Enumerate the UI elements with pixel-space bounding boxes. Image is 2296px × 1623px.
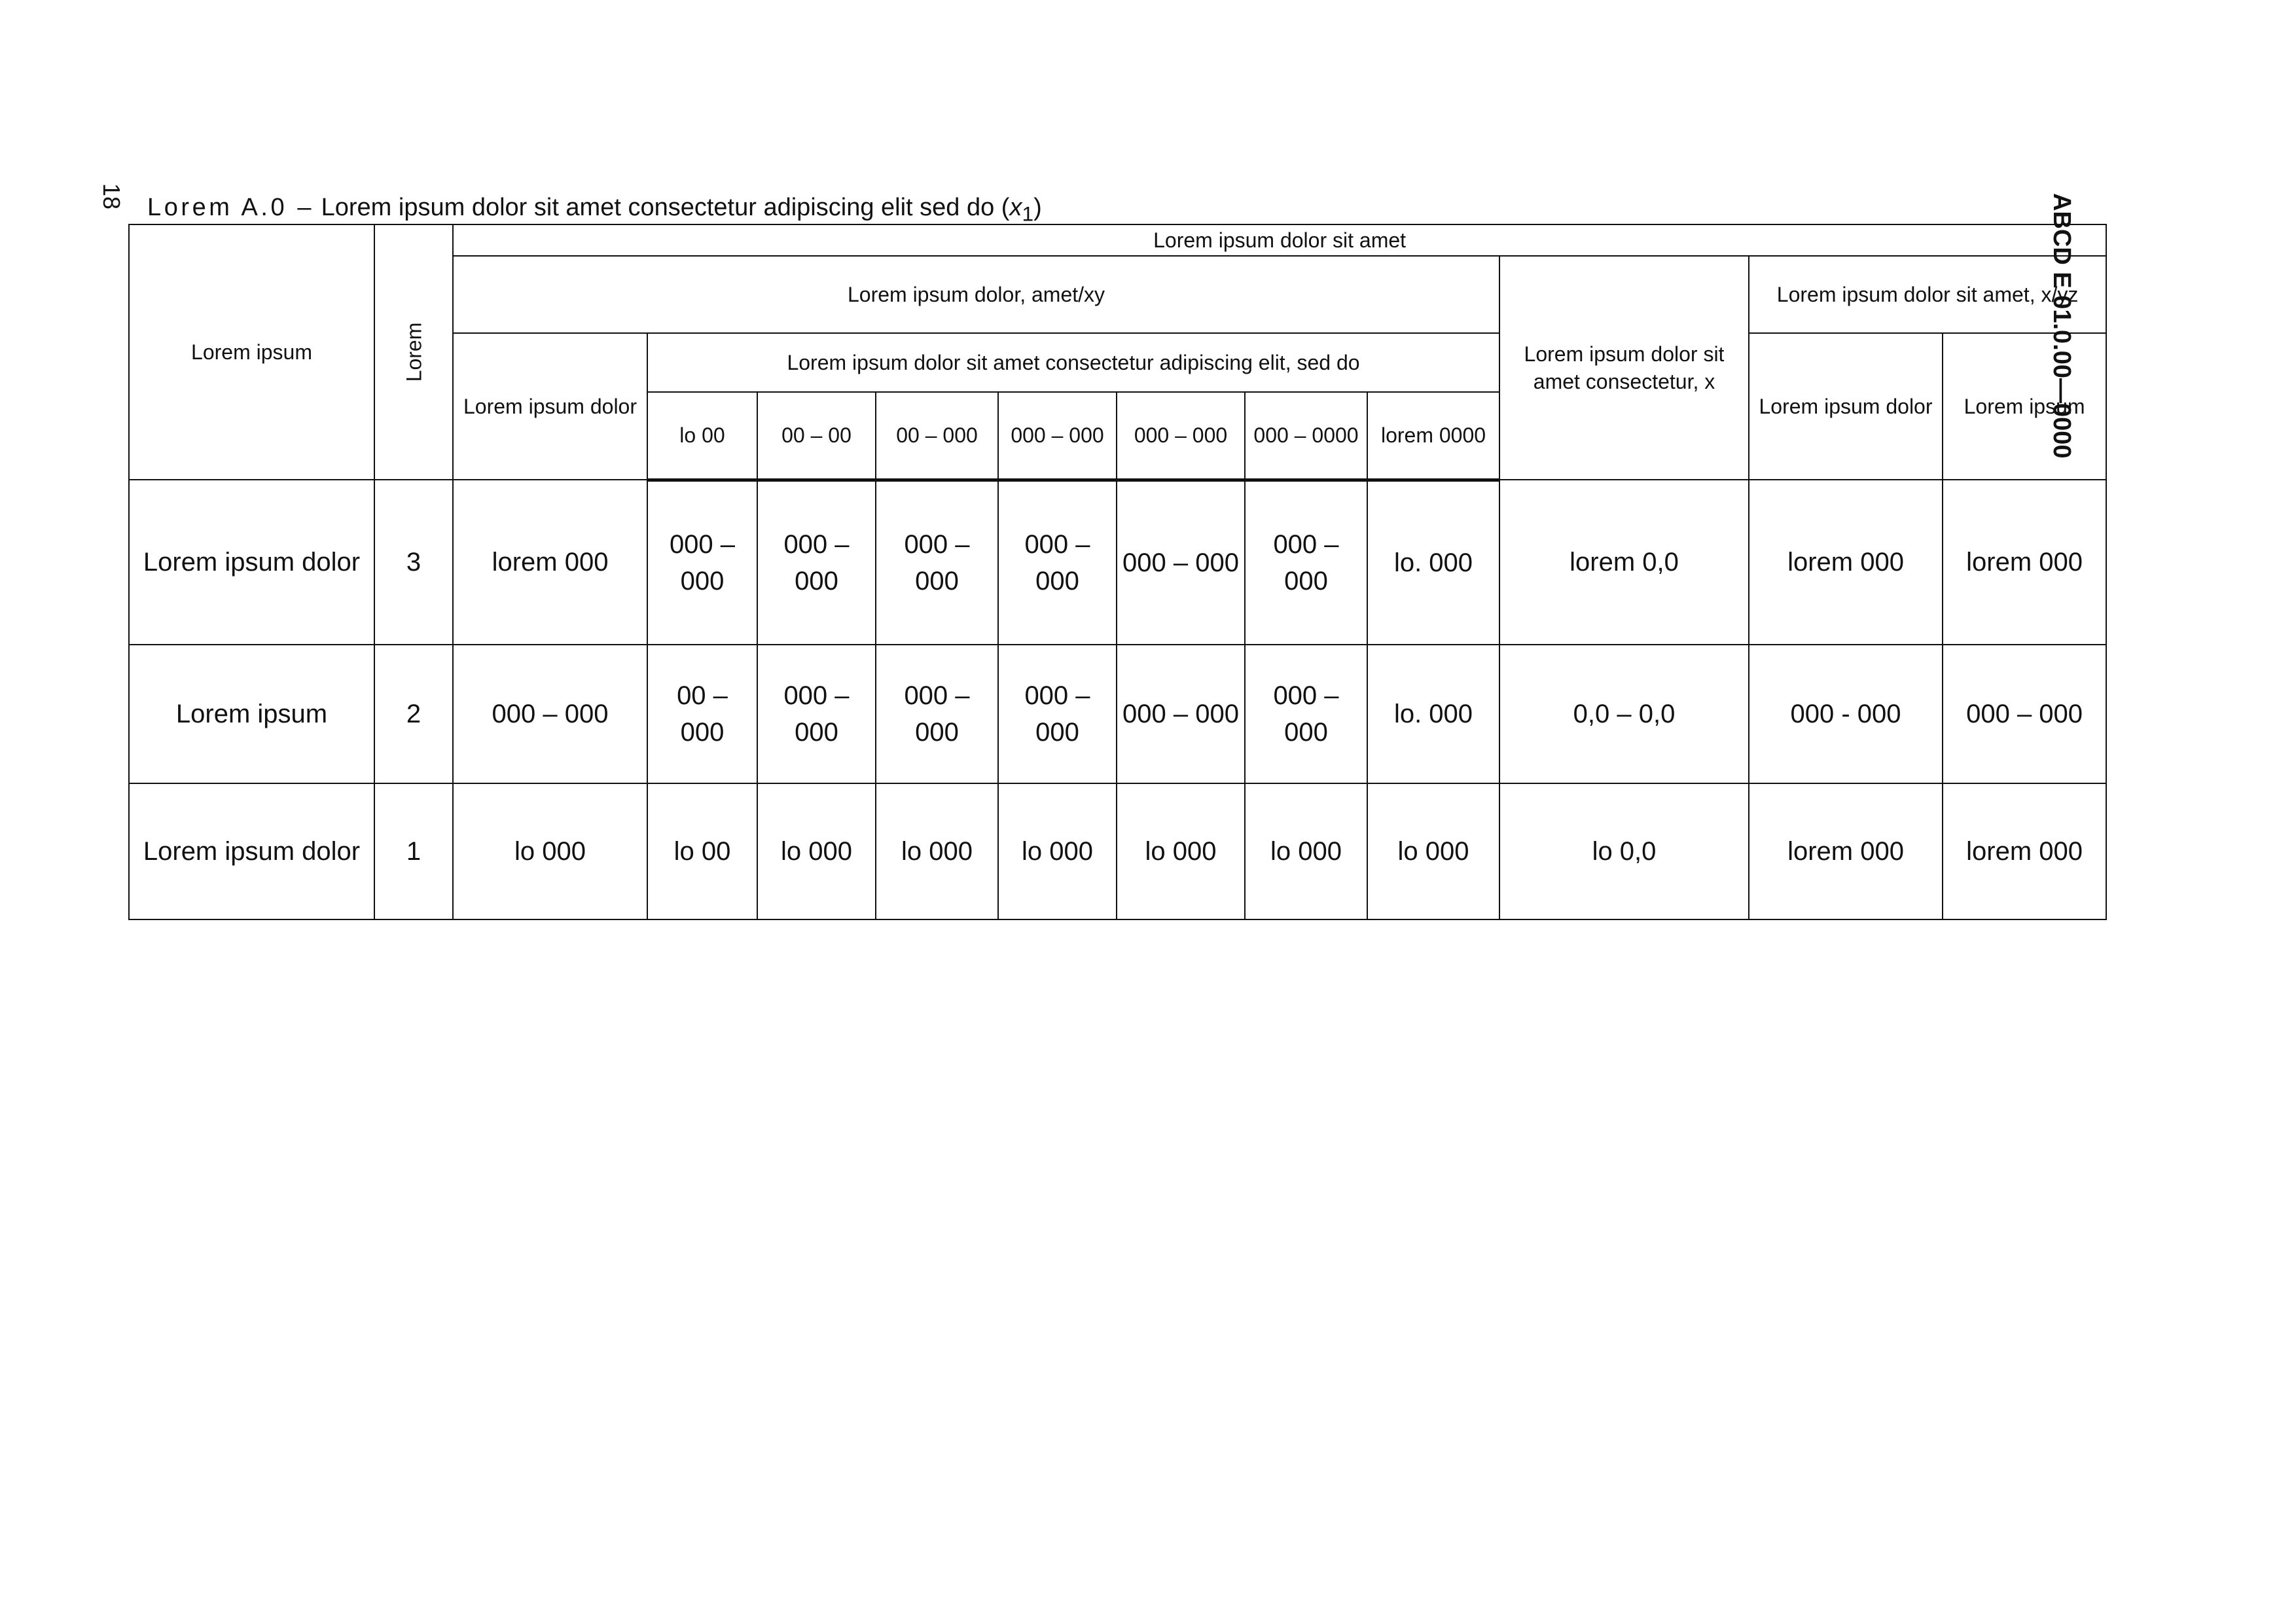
header-density: Lorem ipsum dolor, amet/xy [453,256,1499,333]
row-pop: 000 – 000 [647,480,757,645]
header-row [129,224,2106,256]
header-pop-group: lo 00 [647,392,757,480]
header-net-micro: Lorem ipsum dolor [1749,333,1943,480]
row-pop: 000 – 000 [1117,645,1245,783]
row-net-district: lorem 000 [1943,783,2106,919]
row-pop: 000 – 000 [876,480,998,645]
row-net-micro: lorem 000 [1749,783,1943,919]
caption-symbol: x [1009,194,1022,221]
caption-label: Lorem A.0 – [147,194,315,221]
row-value: 3 [374,480,453,645]
table-caption [147,191,2045,224]
row-net-district: 000 – 000 [1943,645,2106,783]
row-pop: lo 000 [1367,783,1499,919]
header-pop-group: 00 – 000 [876,392,998,480]
row-depth: 0,0 – 0,0 [1499,645,1749,783]
row-pop: lo 000 [998,783,1117,919]
row-pop: lo 000 [1245,783,1367,919]
header-micro: Lorem ipsum dolor [453,333,647,480]
row-micro: 000 – 000 [453,645,647,783]
row-pop: 000 – 000 [998,645,1117,783]
row-micro: lo 000 [453,783,647,919]
row-degree: Lorem ipsum [129,645,374,783]
vulnerability-table [128,224,2107,920]
header-pop-group: lorem 0000 [1367,392,1499,480]
table-row [129,645,2106,783]
row-value: 2 [374,645,453,783]
row-net-district: lorem 000 [1943,480,2106,645]
header-pop-group: 000 – 0000 [1245,392,1367,480]
header-value-text: Lorem [401,322,425,382]
row-degree: Lorem ipsum dolor [129,480,374,645]
row-pop: 00 – 000 [647,645,757,783]
row-pop: lo. 000 [1367,645,1499,783]
header-depth: Lorem ipsum dolor sit amet consectetur, x [1499,256,1749,480]
header-pop-group: 000 – 000 [998,392,1117,480]
row-pop: 000 – 000 [876,645,998,783]
row-pop: 000 – 000 [757,645,876,783]
caption-title: Lorem ipsum dolor sit amet consectetur adipiscing elit sed do ( [321,194,1010,221]
row-pop: 000 – 000 [998,480,1117,645]
table-row [129,480,2106,645]
row-micro: lorem 000 [453,480,647,645]
table-row [129,783,2106,919]
row-pop: lo. 000 [1367,480,1499,645]
header-district: Lorem ipsum dolor sit amet consectetur adipiscing elit, sed do [647,333,1499,392]
header-pop-group: 00 – 00 [757,392,876,480]
row-value: 1 [374,783,453,919]
caption-close: ) [1033,194,1042,221]
header-net-district: Lorem ipsum [1943,333,2106,480]
row-net-micro: 000 - 000 [1749,645,1943,783]
row-pop: lo 00 [647,783,757,919]
row-degree: Lorem ipsum dolor [129,783,374,919]
caption-subscript: 1 [1022,202,1034,226]
header-pop-group: 000 – 000 [1117,392,1245,480]
header-urban: Lorem ipsum dolor sit amet [453,224,2106,256]
row-pop: 000 – 000 [1245,645,1367,783]
row-pop: 000 – 000 [1117,480,1245,645]
header-degree: Lorem ipsum [129,224,374,480]
row-pop: lo 000 [1117,783,1245,919]
page-number: 18 [98,183,125,210]
standard-code: ABCD E 01.0.00—0000 [2048,193,2075,459]
header-network: Lorem ipsum dolor sit amet, x/yz [1749,256,2106,333]
row-pop: 000 – 000 [757,480,876,645]
row-net-micro: lorem 000 [1749,480,1943,645]
row-pop: 000 – 000 [1245,480,1367,645]
header-value [374,224,453,480]
row-depth: lo 0,0 [1499,783,1749,919]
row-pop: lo 000 [876,783,998,919]
row-depth: lorem 0,0 [1499,480,1749,645]
row-pop: lo 000 [757,783,876,919]
